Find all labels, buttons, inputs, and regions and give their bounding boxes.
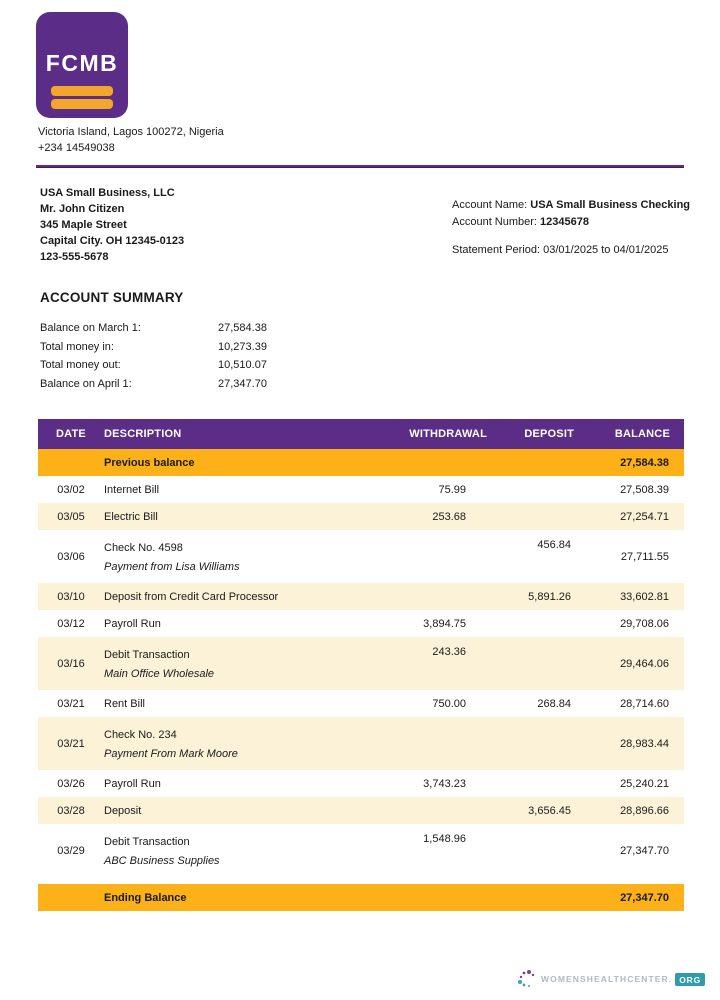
cell-description [104,824,348,877]
cell-date [38,884,104,911]
table-row [38,637,684,690]
account-summary-rows [40,319,360,393]
watermark-badge: ORG [675,973,705,986]
logo-gold-bar [51,86,113,96]
cell-deposit: 3,656.45 [490,797,576,824]
previous-balance-row [38,449,684,476]
transaction-description: Rent Bill [104,697,145,710]
summary-label: Total money out: [40,359,121,371]
cell-description [104,503,348,530]
spacer-cell [38,877,684,884]
summary-value: 10,273.39 [218,340,267,353]
cell-deposit [490,637,576,690]
transaction-description: Check No. 4598 [104,541,183,554]
transaction-description: Check No. 234 [104,728,177,741]
cell-date: 03/28 [38,797,104,824]
summary-value: 27,347.70 [218,377,267,390]
cell-withdrawal: 1,548.96 [348,824,490,877]
account-number-label: Account Number: [452,216,537,228]
cell-date: 03/05 [38,503,104,530]
cell-balance: 29,708.06 [576,610,684,637]
account-name-label: Account Name: [452,199,528,211]
statement-period-label: Statement Period: [452,244,541,256]
watermark [516,968,705,990]
header-description: DESCRIPTION [104,419,348,449]
summary-value: 27,584.38 [218,322,267,334]
summary-label: Total money in: [40,340,114,353]
transaction-note: Payment From Mark Moore [104,747,238,760]
table-row [38,824,684,877]
cell-deposit [490,610,576,637]
cell-withdrawal [348,884,490,911]
cell-deposit [490,770,576,797]
cell-balance: 28,983.44 [576,717,684,770]
header-date: DATE [38,419,104,449]
cell-date: 03/29 [38,824,104,877]
cell-balance: 25,240.21 [576,770,684,797]
cell-deposit: 456.84 [490,530,576,583]
fcmb-logo [36,12,128,118]
cell-description [104,797,348,824]
cell-deposit: 268.84 [490,690,576,717]
cell-withdrawal [348,449,490,476]
summary-row [40,319,360,338]
account-summary-title: ACCOUNT SUMMARY [40,290,184,305]
cell-balance: 27,347.70 [576,884,684,911]
cell-withdrawal [348,797,490,824]
cell-deposit: 5,891.26 [490,583,576,610]
cell-deposit [490,824,576,877]
watermark-dots-icon [516,968,538,990]
bank-address [38,124,224,156]
summary-label: Balance on March 1: [40,322,141,334]
cell-withdrawal: 253.68 [348,503,490,530]
customer-line: USA Small Business, LLC [40,187,175,199]
cell-balance: 27,711.55 [576,530,684,583]
cell-deposit [490,884,576,911]
table-row [38,530,684,583]
account-info-block [452,197,690,259]
cell-description [104,770,348,797]
table-row [38,717,684,770]
cell-date [38,449,104,476]
cell-deposit [490,717,576,770]
transaction-description: Debit Transaction [104,648,190,661]
cell-withdrawal: 3,894.75 [348,610,490,637]
cell-date: 03/21 [38,717,104,770]
cell-date: 03/16 [38,637,104,690]
table-row [38,690,684,717]
cell-balance: 27,254.71 [576,503,684,530]
cell-balance: 27,347.70 [576,824,684,877]
customer-line: 123-555-5678 [40,251,109,263]
cell-balance: 27,584.38 [576,449,684,476]
cell-withdrawal: 243.36 [348,637,490,690]
header-deposit: DEPOSIT [490,419,576,449]
account-name-value: USA Small Business Checking [530,199,691,211]
table-header-row [38,419,684,449]
header-balance: BALANCE [576,419,684,449]
transactions-table [38,419,684,911]
bank-phone: +234 14549038 [38,142,115,154]
cell-deposit [490,449,576,476]
cell-date: 03/06 [38,530,104,583]
cell-date: 03/12 [38,610,104,637]
transaction-description: Internet Bill [104,483,160,496]
summary-row [40,375,360,394]
cell-description [104,717,348,770]
cell-withdrawal: 3,743.23 [348,770,490,797]
cell-withdrawal: 750.00 [348,690,490,717]
fcmb-logo-bars-icon [51,86,113,109]
cell-description [104,476,348,503]
header-withdrawal: WITHDRAWAL [348,419,490,449]
cell-balance: 28,896.66 [576,797,684,824]
customer-line: Capital City. OH 12345-0123 [40,235,185,247]
logo-gold-bar [51,99,113,109]
table-row [38,770,684,797]
cell-description [104,690,348,717]
cell-withdrawal [348,583,490,610]
cell-deposit [490,476,576,503]
account-number-line [452,214,690,231]
cell-description [104,610,348,637]
fcmb-logo-text: FCMB [45,50,119,76]
customer-line: Mr. John Citizen [40,203,125,215]
cell-balance: 28,714.60 [576,690,684,717]
table-row [38,476,684,503]
customer-address-block [40,185,184,265]
watermark-text: WOMENSHEALTHCENTER. [540,974,673,984]
transaction-description: Payroll Run [104,777,161,790]
cell-date: 03/02 [38,476,104,503]
customer-line: 345 Maple Street [40,219,127,231]
table-row [38,503,684,530]
summary-row [40,356,360,375]
table-row [38,797,684,824]
ending-balance-row [38,884,684,911]
account-number-value: 12345678 [540,216,589,228]
transaction-description: Debit Transaction [104,835,190,848]
cell-balance: 27,508.39 [576,476,684,503]
statement-period-line [452,242,690,259]
cell-description [104,530,348,583]
purple-divider [36,165,684,168]
statement-period-value: 03/01/2025 to 04/01/2025 [543,244,669,256]
bank-address-line1: Victoria Island, Lagos 100272, Nigeria [38,126,224,138]
summary-row [40,338,360,357]
table-spacer-row [38,877,684,884]
table-row [38,583,684,610]
transaction-description: Electric Bill [104,510,158,523]
cell-description: Ending Balance [104,884,348,911]
table-row [38,610,684,637]
cell-balance: 33,602.81 [576,583,684,610]
cell-deposit [490,503,576,530]
cell-withdrawal [348,717,490,770]
account-name-line [452,197,690,214]
cell-withdrawal [348,530,490,583]
transaction-description: Deposit from Credit Card Processor [104,590,279,603]
transaction-description: Deposit [104,804,142,817]
cell-description [104,637,348,690]
transaction-note: ABC Business Supplies [104,854,220,867]
cell-description: Previous balance [104,449,348,476]
transaction-description: Payroll Run [104,617,161,630]
cell-date: 03/10 [38,583,104,610]
transaction-note: Payment from Lisa Williams [104,560,240,573]
summary-label: Balance on April 1: [40,377,132,390]
transaction-note: Main Office Wholesale [104,667,215,680]
cell-description [104,583,348,610]
summary-value: 10,510.07 [218,359,267,371]
cell-balance: 29,464.06 [576,637,684,690]
cell-date: 03/26 [38,770,104,797]
cell-withdrawal: 75.99 [348,476,490,503]
cell-date: 03/21 [38,690,104,717]
